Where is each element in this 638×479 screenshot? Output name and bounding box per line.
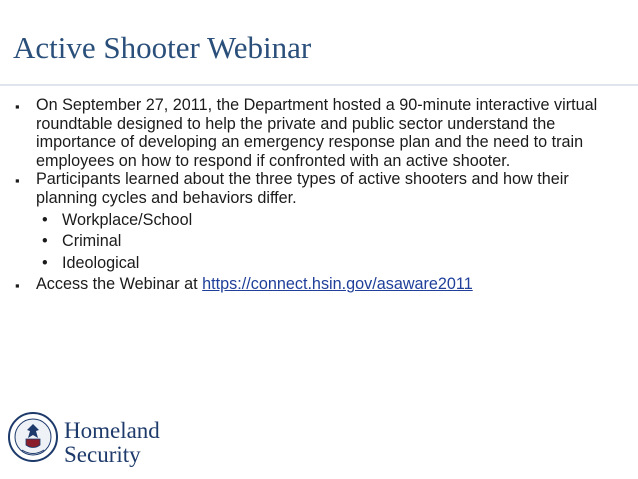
webinar-link[interactable]: https://connect.hsin.gov/asaware2011 — [202, 275, 473, 294]
square-bullet-icon: ▪ — [15, 278, 20, 294]
sub-bullet-item — [14, 254, 629, 273]
logo-word-homeland: Homeland — [64, 418, 160, 443]
dot-bullet-icon: • — [42, 253, 48, 272]
bullet-item — [14, 170, 629, 207]
dhs-logo — [8, 412, 208, 474]
bullet-text: On September 27, 2011, the Department hosted a 90-minute interactive virtual roundtable designed to help the private and public sector understand the importance of developing an emergency response plan and the need to train employees on how to respond if confronted with an active shooter. — [36, 96, 598, 170]
square-bullet-icon: ▪ — [15, 99, 20, 114]
sub-bullet-text: Workplace/School — [62, 210, 193, 229]
sub-bullet-item — [14, 232, 629, 251]
title-divider — [0, 84, 638, 86]
slide-content — [14, 96, 629, 294]
slide-title: Active Shooter Webinar — [13, 30, 312, 65]
sub-bullet-item — [14, 211, 629, 230]
dhs-seal-icon — [8, 412, 58, 462]
sub-bullet-text: Criminal — [62, 232, 122, 251]
bullet-item — [14, 275, 629, 294]
dot-bullet-icon: • — [42, 210, 48, 229]
access-text: Access the Webinar at — [36, 275, 203, 294]
bullet-item — [14, 96, 629, 170]
sub-bullet-text: Ideological — [62, 253, 140, 272]
dot-bullet-icon: • — [42, 232, 48, 251]
logo-word-security: Security — [64, 442, 141, 467]
square-bullet-icon: ▪ — [15, 173, 20, 189]
bullet-text: Participants learned about the three types of active shooters and how their planning cycles and behaviors differ. — [36, 170, 569, 207]
